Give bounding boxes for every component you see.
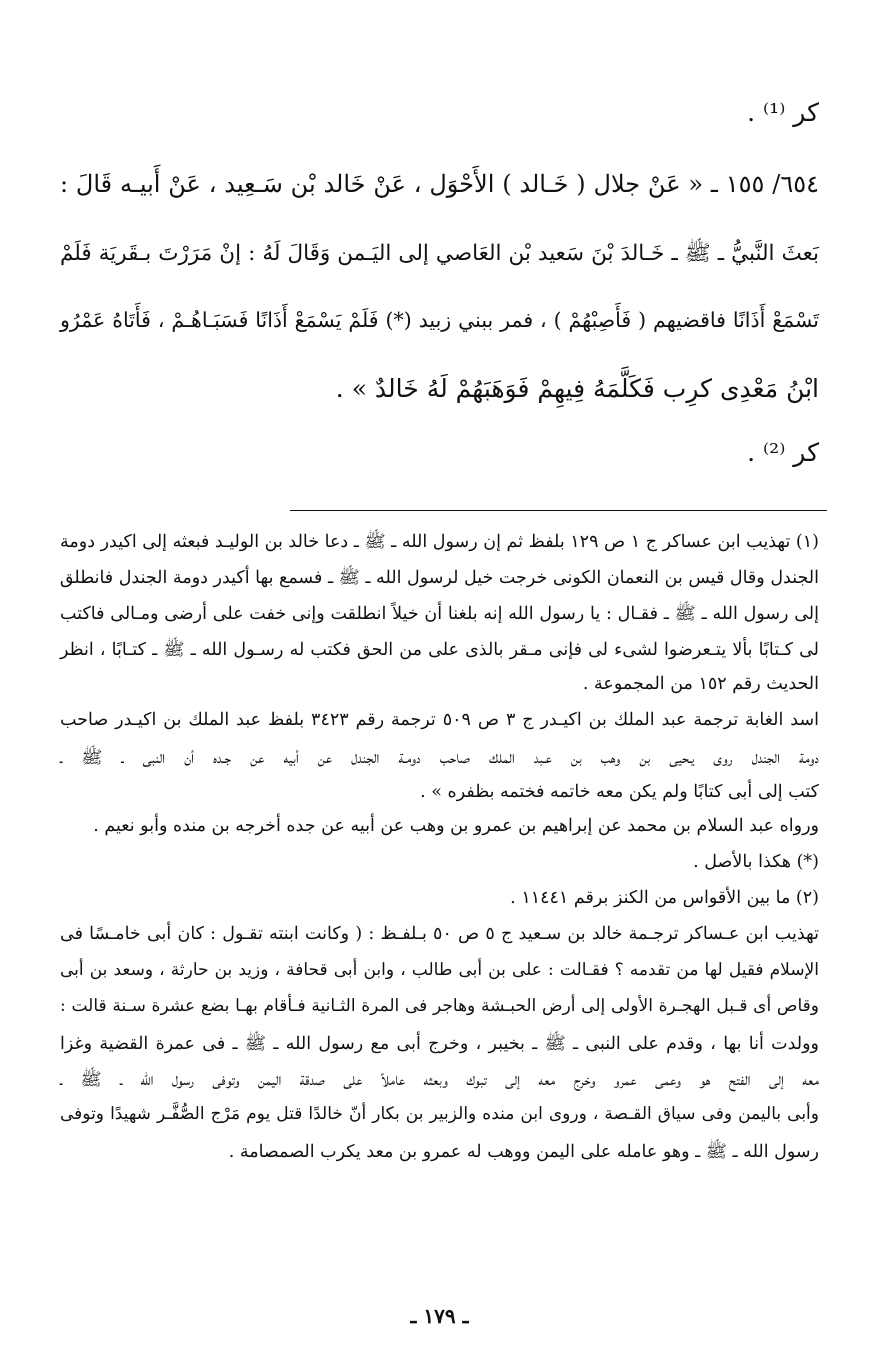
source-ref-1: كر ⁽¹⁾ . xyxy=(747,98,819,127)
footnote-line: تهذيب ابن عـساكر ترجـمة خالد بن سـعيد ج ٥ ص ٥٠ بـلفـظ : ( وكانت ابنته تقـول : كان أبى خامـسًا فى xyxy=(60,924,819,944)
source-ref-2: كر ⁽²⁾ . xyxy=(747,438,819,467)
hadith-line-3: تَسْمَعْ أَذَانًا فاقضيهم ( فَأَصِبْهُمْ ) ، فمر ببني زبيد (*) فَلَمْ يَسْمَعْ أَذَانًا فَسَبَـاهُـمْ ، فَأَتَاهُ عَمْرُو xyxy=(60,308,819,332)
footnote-line: (*) هكذا بالأصل . xyxy=(693,852,819,872)
footnote-line: معه إلى الفتح هو وعمى عمرو وخرج معه إلى تبوك وبعثه عاملاً على صدقة اليمن وتوفى رسول الله ـ ﷺ ـ xyxy=(60,1070,819,1090)
footnote-line: ورواه عبد السلام بن محمد عن إبراهيم بن عمرو بن وهب عن أبيه عن جده أخرجه بن منده وأبو نعيم . xyxy=(93,816,819,836)
footnote-line: لى كـتابًا بألا يتـعرضوا لشىء لى فإنى مـقر بالذى على من الحق فكتب له رسـول الله ـ ﷺ ـ كتـابًا ، انظر xyxy=(60,640,819,660)
footnote-line: وولدت أنا بها ، وقدم على النبى ـ ﷺ ـ بخيبر ، وخرج أبى مع رسول الله ـ ﷺ ـ فى عمرة القضية وغزا xyxy=(60,1034,819,1054)
footnote-line: رسول الله ـ ﷺ ـ وهو عامله على اليمن ووهب له عمرو بن معد يكرب الصمصامة . xyxy=(228,1142,819,1162)
footnote-line: الجندل وقال قيس بن النعمان الكونى خرجت خيل لرسول الله ـ ﷺ ـ فسمع بها أكيدر دومة الجندل فانطلق xyxy=(59,568,819,588)
footnote-line: الإسلام فقيل لها من تقدمه ؟ فقـالت : على بن أبى طالب ، وابن أبى قحافة ، وزيد بن حارثة ، وسعد بن أبى xyxy=(60,960,819,980)
hadith-line-2: بَعثَ النَّبيُّ ـ ﷺ ـ خَـالدَ بْنَ سَعيد بْن العَاصي إلى اليَـمن وَقَالَ لَهُ : إنْ مَرَرْتَ بـقَريَة فَلَمْ xyxy=(60,241,819,266)
footnote-line: (٢) ما بين الأقواس من الكنز برقم ١١٤٤١ . xyxy=(510,888,819,908)
footnote-line: (١) تهذيب ابن عساكر ج ١ ص ١٢٩ بلفظ ثم إن رسول الله ـ ﷺ ـ دعا خالد بن الوليـد فبعثه إلى اكيدر دومة xyxy=(60,532,819,552)
footnote-line: إلى رسول الله ـ ﷺ ـ فقـال : يا رسول الله إنه بلغنا أن خيلاً انطلقت وإنى خفت على أرضى ومـالى فاكتب xyxy=(60,604,819,624)
page-number: ـ ١٧٩ ـ xyxy=(410,1304,469,1328)
footnote-line: كتب إلى أبى كتابًا ولم يكن معه خاتمه فختمه بظفره » . xyxy=(420,782,819,802)
footnote-separator xyxy=(290,510,827,511)
footnote-line: الحديث رقم ١٥٢ من المجموعة . xyxy=(582,674,819,694)
footnote-line: وأبى باليمن وفى سياق القـصة ، وروى ابن منده والزبير بن بكار أنّ خالدًا قتل يوم مَرْج الصُّفَّـر شهيدًا وتوفى xyxy=(60,1104,819,1124)
hadith-line-1: ٦٥٤/ ١٥٥ ـ « عَنْ جلال ( خَـالد ) الأَحْوَل ، عَنْ خَالد بْن سَـعِيد ، عَنْ أَبيـه قَالَ : xyxy=(60,170,819,198)
footnote-line: وقاص أى قـبل الهجـرة الأولى إلى أرض الحبـشة وهاجر فى المرة الثـانية فـأقام بهـا بضع عشرة سـنة قالت : xyxy=(60,996,819,1016)
footnote-line: اسد الغابة ترجمة عبد الملك بن اكيـدر ج ٣ ص ٥٠٩ ترجمة رقم ٣٤٢٣ بلفظ عبد الملك بن اكيـدر صاحب xyxy=(60,710,819,730)
footnote-line: دومة الجندل روى يـحيى بن وهب بن عـبد الملك صاحب دومـة الجندل عن أبيه عن جـده أن النبى ـ ﷺ ـ xyxy=(60,748,819,768)
hadith-line-4: ابْنُ مَعْدِى كرِب فَكَلَّمَهُ فِيهِمْ فَوَهَبَهُمْ لَهُ خَالدٌ » . xyxy=(335,374,819,403)
